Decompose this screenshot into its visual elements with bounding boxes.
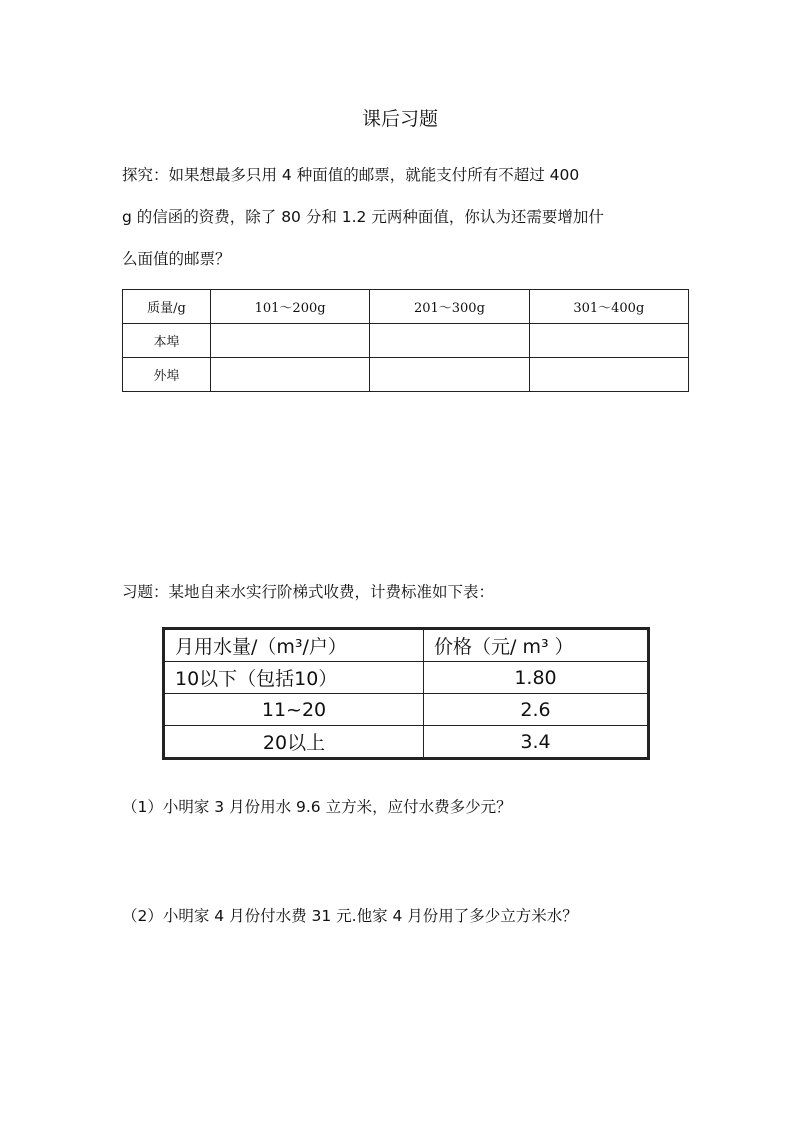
table-cell — [210, 324, 369, 358]
table-header-row — [164, 629, 649, 662]
postage-table — [122, 289, 689, 392]
usage-cell: 20以上 — [164, 726, 424, 759]
header-price: 价格（元/ m³ ） — [424, 629, 649, 662]
table-cell — [529, 324, 688, 358]
header-range-1: 101～200g — [210, 290, 369, 324]
header-usage: 月用水量/（m³/户） — [164, 629, 424, 662]
explore-line-3: 么面值的邮票？ — [122, 250, 231, 268]
table-row — [164, 694, 649, 726]
table-cell — [529, 358, 688, 392]
question-2: （2）小明家 4 月份付水费 31 元.他家 4 月份用了多少立方米水？ — [122, 907, 578, 925]
table-cell — [370, 324, 529, 358]
table-header-row — [123, 290, 689, 324]
table-row — [123, 324, 689, 358]
table-row — [123, 358, 689, 392]
explore-line-1: 探究：如果想最多只用 4 种面值的邮票，就能支付所有不超过 400 — [122, 166, 580, 184]
row-label-nonlocal: 外埠 — [123, 358, 211, 392]
header-range-3: 301～400g — [529, 290, 688, 324]
header-weight: 质量/g — [123, 290, 211, 324]
usage-cell: 10以下（包括10） — [164, 662, 424, 694]
table-row — [164, 726, 649, 759]
explore-line-2: g 的信函的资费，除了 80 分和 1.2 元两种面值，你认为还需要增加什 — [122, 208, 604, 226]
row-label-local: 本埠 — [123, 324, 211, 358]
price-cell: 2.6 — [424, 694, 649, 726]
price-cell: 1.80 — [424, 662, 649, 694]
water-price-table — [162, 627, 650, 760]
header-range-2: 201～300g — [370, 290, 529, 324]
question-1: （1）小明家 3 月份用水 9.6 立方米，应付水费多少元？ — [122, 798, 512, 816]
table-cell — [370, 358, 529, 392]
exercise-intro: 习题：某地自来水实行阶梯式收费，计费标准如下表： — [122, 583, 495, 601]
table-row — [164, 662, 649, 694]
table-cell — [210, 358, 369, 392]
page-title: 课后习题 — [361, 108, 438, 130]
price-cell: 3.4 — [424, 726, 649, 759]
usage-cell: 11~20 — [164, 694, 424, 726]
